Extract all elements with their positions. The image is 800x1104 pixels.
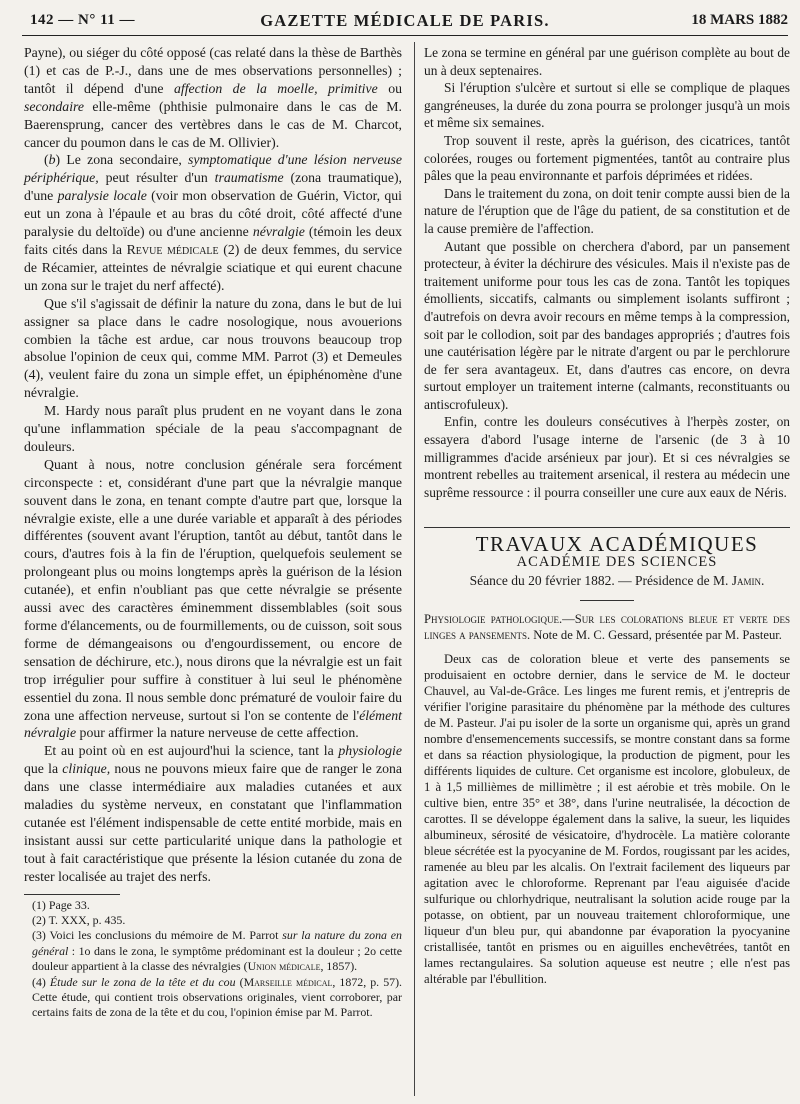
footnote: (4) Étude sur le zona de la tête et du cou (Marseille médical, 1872, p. 57). Cette étude, qui contient trois observations originales, vient corroborer, par certains faits de zona de la tête et du cou, l'opinion émise par M. Parrot. [32,974,403,1020]
section-subtitle: ACADÉMIE DES SCIENCES [516,554,718,571]
paragraph: Le zona se termine en général par une guérison complète au bout de un à deux septenaires. [424,45,790,78]
footnote: (3) Voici les conclusions du mémoire de M. Parrot sur la nature du zona en général : 1o dans le zona, le symptôme prédominant est la douleur ; 2o cette douleur appartient à la classe des névralgies (Union médicale, 1857). [32,928,402,974]
left-column [24,44,402,1021]
section-rule [424,527,790,528]
paragraph: Que s'il s'agissait de définir la nature du zona, dans le but de lui assigner sa place dans le cadre nosologique, nous avouerions combien la tâche est ardue, car nous trouvons beaucoup trop absolue l'opinion de ceux qui, comme MM. Parrot (3) et Demeules (4), veulent faire du zona un simple effet, un épiphénomène d'une névralgie. [24,295,402,401]
session-line: Séance du 20 février 1882. — Présidence de M. Jamin. [469,573,765,589]
column-divider [414,42,415,1096]
footnote: (2) T. XXX, p. 435. [32,913,126,927]
footnote: (1) Page 33. [32,897,90,912]
paragraph: (b) Le zona secondaire, symptomatique d'une lésion nerveuse périphérique, peut résulter d'un traumatisme (zona traumatique), d'une paralysie locale (voir mon observation de Guérin, Victor, qui eut un zona à l'épaule et au bras du côté droit, côté affecté d'une paralysie du deltoïde) ou d'une ancienne névralgie (témoin les deux faits cités dans la Revue médicale (2) de deux femmes, du service de Récamier, atteintes de névralgie sciatique et qui eurent chacune un zona sur le trajet du nerf affecté). [24,152,403,293]
session-rule [580,600,634,601]
issue-date: 18 MARS 1882 [691,12,788,28]
article-body: Deux cas de coloration bleue et verte des pansements se produisaient en octobre dernier, dans le service de M. le docteur Chauvel, au Val-de-Grâce. Les linges me furent remis, et j'entrepris de vérifier l'origine parasitaire du phénomène par la méthode des cultures de M. Pasteur. J'ai pu isoler de la sorte un organisme qui, après un grand nombre d'ensemencements successifs, se montre constant dans sa forme et dans sa réaction physiologique, la production de pigment, pour les différents liquides de culture. Cet organisme est incolore, globuleux, de 1 à 1,5 millièmes de millimètre ; il est aérobie et très mobile. On le cultive bien, entre 35° et 38°, dans l'urine neutralisée, la décoction de carottes. Il se développe également dans la salive, la sueur, les liquides albumineux, sérosité de vésicatoire, d'hydrocèle. La matière colorante bleue sécrétée est la pyocyanine de M. Fordos, rougissant par les acides, ramenée au bleu par les alcalis. On l'extrait facilement des liqueurs par agitation avec le chloroforme. Reprenant par l'eau aiguisée d'acide sulfurique ou chlorhydrique, neutralisant la solution acide rouge par la potasse, on obtient, par un nouveau traitement chloroformique, une liqueur d'un bleu pur, qui abandonne par évaporation la pyocyanine cristallisée, tantôt en prismes ou en aiguilles enchevêtrées, tantôt en lames rectangulaires. Sa solution aqueuse est neutre ; elle n'est pas altérable par l'ébullition. [424,652,790,987]
page-number: 142 — N° 11 — [30,12,136,28]
paragraph: Quant à nous, notre conclusion générale sera forcément circonspecte : et, considérant d'une part que la névralgie manque souvent dans le zona, en tenant compte d'autre part que, lorsque la névralgie existe, elle a une durée variable et apparaît à des périodes différentes (souvent avant l'éruption, tantôt au début, tantôt dans le cours, d'autres fois à la fin de l'éruption, quelquefois seulement se prolongeant plus ou moins longtemps après la guérison de la lésion cutanée), et enfin n'oubliant pas que cette névralgie se présente aussi avec des caractères éminemment dissemblables (soit sous forme d'élancements, ou de fourmillements, ou de cuisson, soit sous forme de démangeaisons ou d'engourdissement, ou encore de sensation de déchirure, etc.), nous dirons que la névralgie est un fait trop irrégulier pour suffire à constituer à lui seul le phénomène essentiel du zona. Il nous semble donc prématuré de vouloir faire du zona une affection nerveuse, surtout si l'on se contente de l'élément névralgie pour affirmer la nature nerveuse de cette affection. [24,456,402,741]
paragraph: Et au point où en est aujourd'hui la science, tant la physiologie que la clinique, nous ne pouvons mieux faire que de ranger le zona dans une classe intermédiaire aux maladies cutanées et aux maladies du système nerveux, en constatant que l'inflammation cutanée est l'élément indispensable de cette entité morbide, mais en insistant aussi sur cette particularité unique dans la pathologie et tout à fait caractéristique que présente la lésion cutanée du zona de rester localisée au trajet des nerfs. [24,743,402,884]
journal-title: GAZETTE MÉDICALE DE PARIS. [260,11,550,30]
paragraph: Enfin, contre les douleurs consécutives à l'herpès zoster, on essayera d'abord l'usage interne de l'arsenic (de 3 à 10 milligrammes d'acide arsénieux par jour). Et si ces névralgies se montrent rebelles au traitement arsenical, il restera au médecin une suprême ressource : il pourra conseiller une cure aux eaux de Néris. [424,414,790,500]
section-title: TRAVAUX ACADÉMIQUES [475,532,759,557]
paragraph: Autant que possible on cherchera d'abord, par un pansement protecteur, à éviter la déchirure des vésicules. Mais il n'existe pas de traitement uniforme pour tous les cas de zona. Tantôt les topiques émollients, siccatifs, calmants ou simplement isolants suffiront ; d'autrefois on devra avoir recours en même temps à la compression, soit par le collodion, soit par des bandages appropriés ; d'autres fois une cautérisation légère par le nitrate d'argent ou par le perchlorure de fer sera avantageux. Et, dans d'autres cas encore, on devra surtout employer un traitement interne (calmants, reconstituants ou antiscrofuleux). [424,238,790,412]
paragraph: Payne), ou siéger du côté opposé (cas relaté dans la thèse de Barthès (1) et cas de P.-J., dans une de mes observations personnelles) ; tantôt il dépend d'une affection de la moelle, primitive ou secondaire elle-même (phthisie pulmonaire dans le cas de M. Baerensprung, cancer des vertèbres dans le cas de M. Charcot, cancer du poumon dans le cas de M. Ollivier). [24,45,402,150]
article-heading: Physiologie pathologique.—Sur les colorations bleue et verte des linges a pansements. Note de M. C. Gessard, présentée par M. Pasteur. [424,612,790,643]
header-rule [22,35,788,36]
right-column [424,44,790,987]
page-header [22,10,788,34]
paragraph: M. Hardy nous paraît plus prudent en ne voyant dans le zona qu'une inflammation spéciale de la peau s'accompagnant de douleurs. [24,403,402,454]
paragraph: Trop souvent il reste, après la guérison, des cicatrices, tantôt colorées, rouges ou fortement pigmentées, tantôt au contraire plus pâles que la peau environnante et parfois déprimées et ridées. [424,132,790,184]
footnotes-rule [24,894,120,895]
paragraph: Si l'éruption s'ulcère et surtout si elle se complique de plaques gangréneuses, la durée du zona pourra se prolonger jusqu'à un mois et même six semaines. [424,80,790,131]
footnotes [24,898,402,1021]
paragraph: Dans le traitement du zona, on doit tenir compte aussi bien de la nature de l'éruption que de l'âge du patient, de sa constitution et de la cause première de l'affection. [424,185,790,236]
